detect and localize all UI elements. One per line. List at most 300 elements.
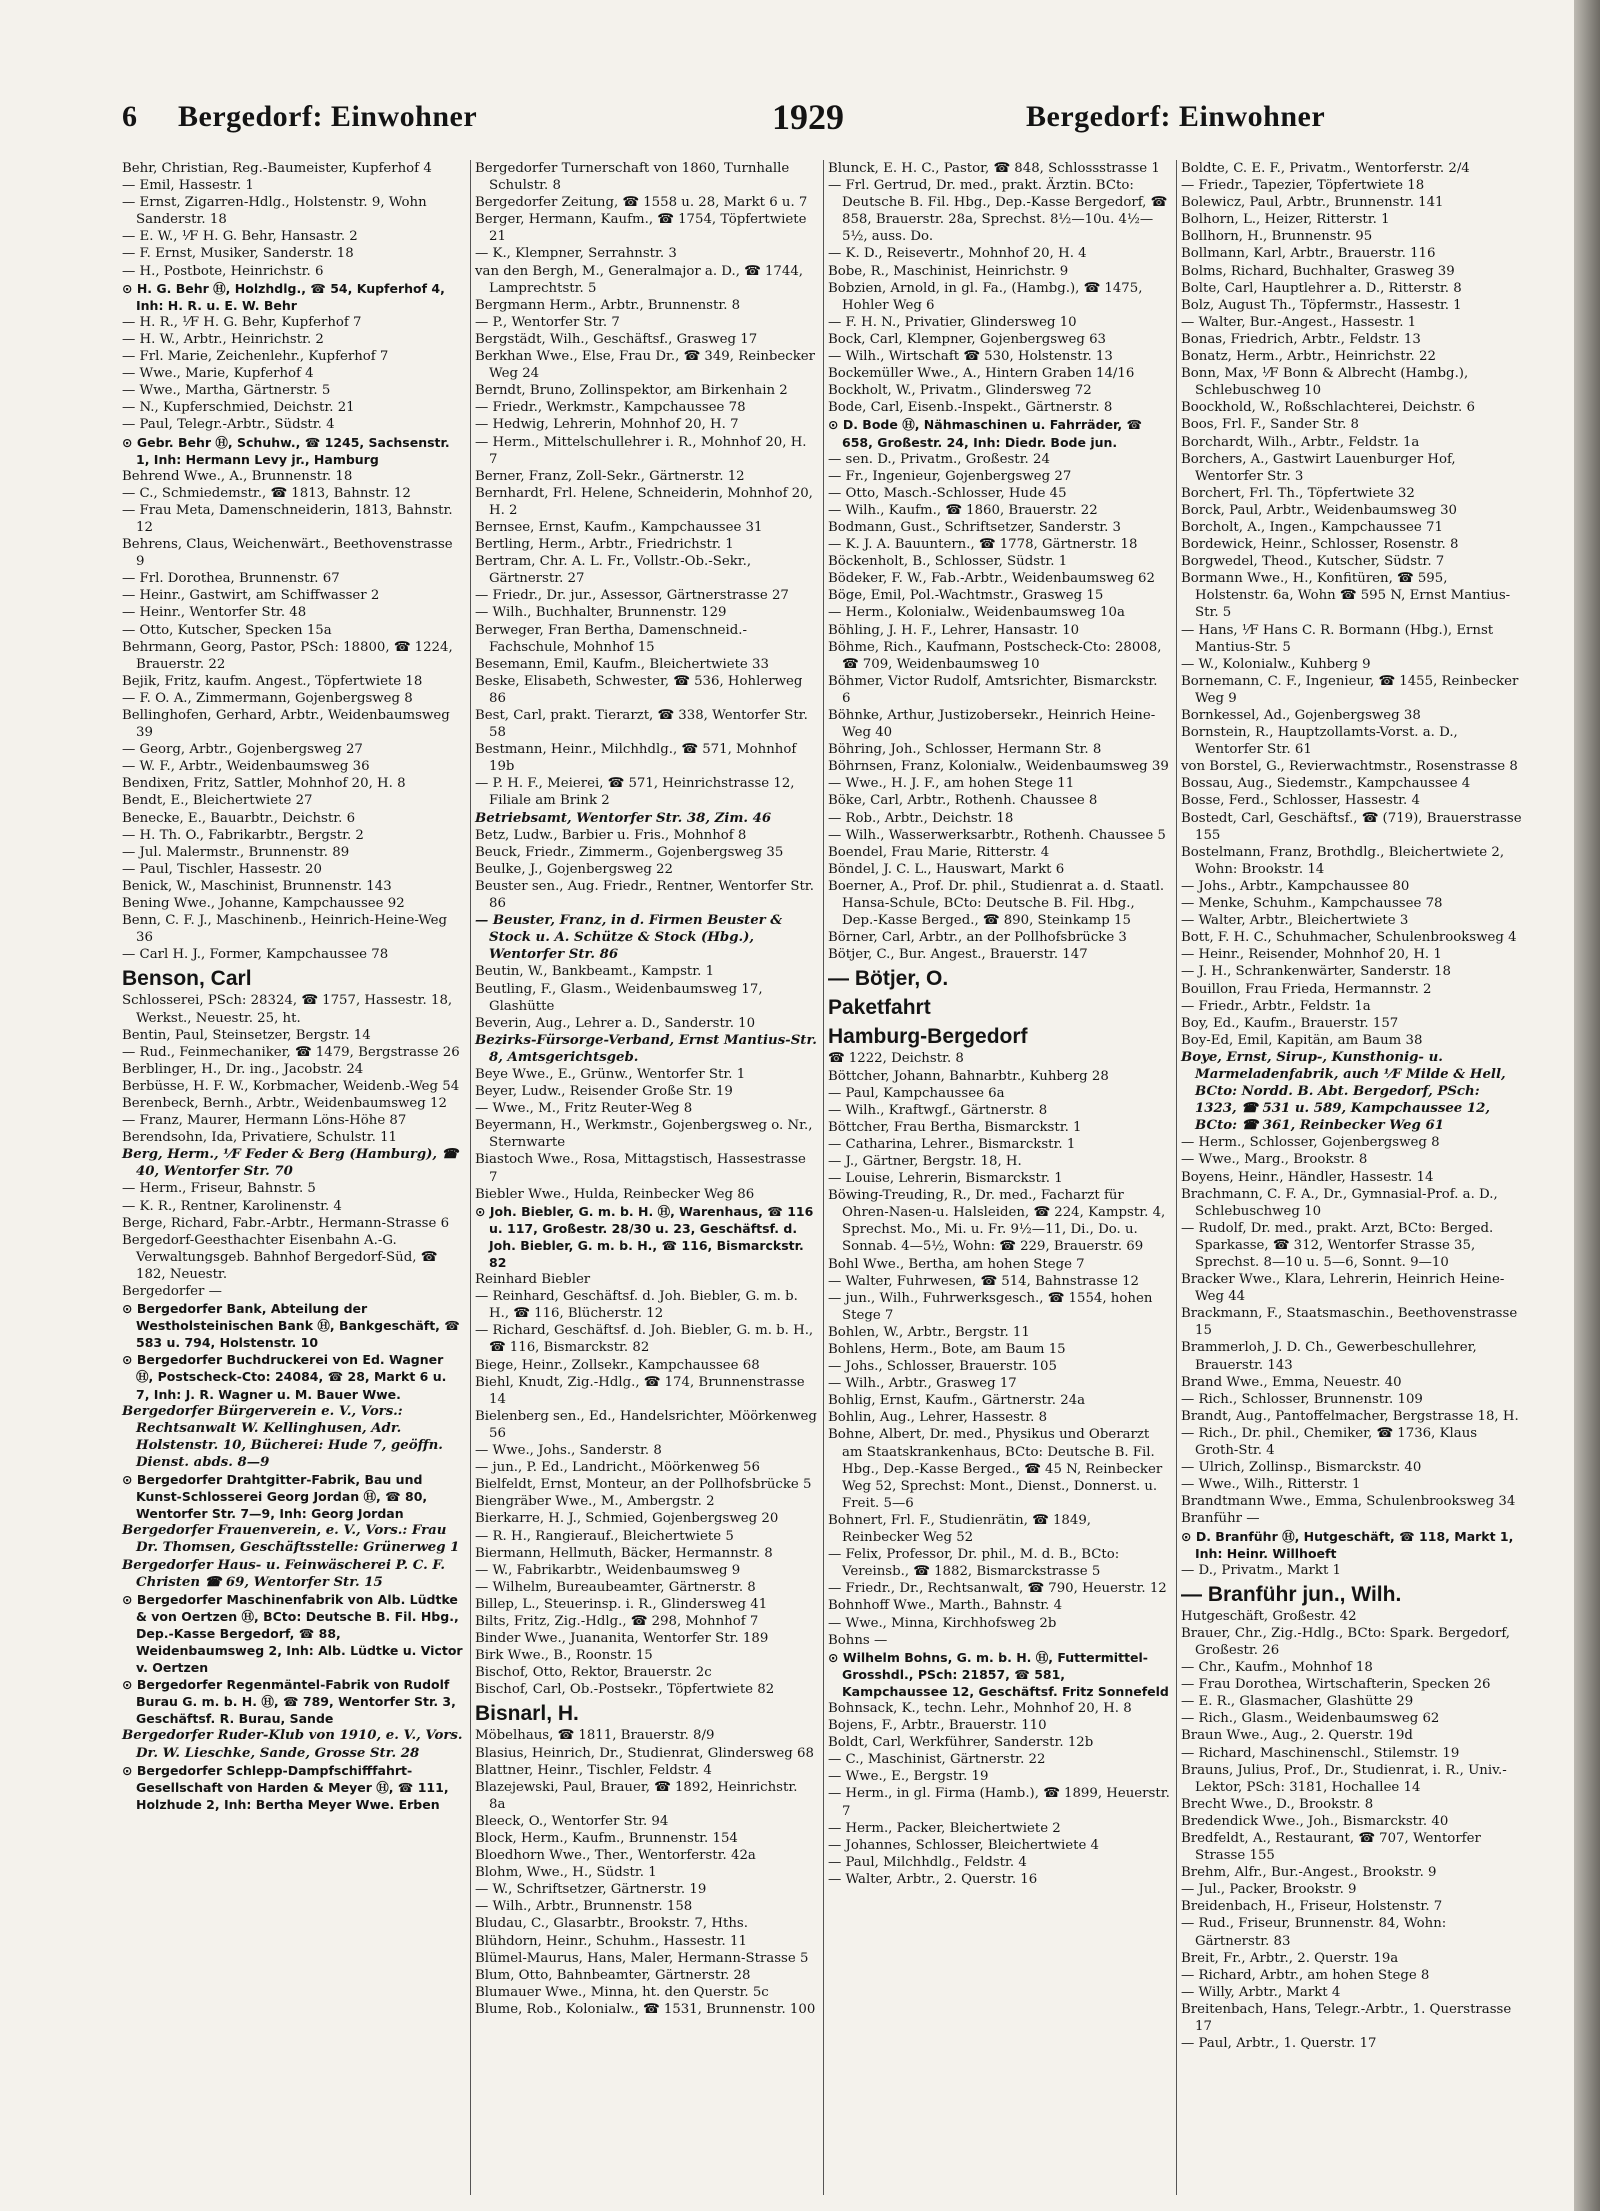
directory-entry: Biebler Wwe., Hulda, Reinbecker Weg 86 (475, 1186, 755, 1202)
directory-entry: — J., Gärtner, Bergstr. 18, H. (828, 1153, 1022, 1169)
directory-entry: Bock, Carl, Klempner, Gojenbergsweg 63 (828, 331, 1107, 347)
directory-entry: Bergstädt, Wilh., Geschäftsf., Grasweg 17 (475, 331, 758, 347)
directory-entry: Blum, Otto, Bahnbeamter, Gärtnerstr. 28 (475, 1967, 751, 1983)
directory-entry: Best, Carl, prakt. Tierarzt, ☎ 338, Wentorfer Str. 58 (475, 708, 808, 741)
scan-edge-shadow (1574, 0, 1600, 2211)
directory-entry: Behrens, Claus, Weichenwärt., Beethovenstrasse 9 (122, 537, 453, 570)
directory-entry: Branführ — (1181, 1511, 1260, 1527)
directory-entry: Benick, W., Maschinist, Brunnenstr. 143 (122, 878, 392, 894)
directory-entry: Bohlig, Ernst, Kaufm., Gärtnerstr. 24a (828, 1393, 1086, 1409)
directory-entry: Bellinghofen, Gerhard, Arbtr., Weidenbaumsweg 39 (122, 708, 450, 741)
directory-entry: Boos, Frl. F., Sander Str. 8 (1181, 417, 1360, 433)
directory-entry: Brackmann, F., Staatsmaschin., Beethovenstrasse 15 (1181, 1306, 1518, 1339)
directory-entry: Bolhorn, L., Heizer, Ritterstr. 1 (1181, 212, 1390, 228)
directory-entry: Boye, Ernst, Sirup-, Kunsthonig- u. Marmeladenfabrik, auch ⅟F Milde & Hell, BCto: Nordd. B. Abt. Bergedorf, PSch: 1323, ☎ 531 u. 589, Kampchaussee 12, BCto: ☎ 361, Reinbecker Weg 61 (1181, 1049, 1506, 1134)
directory-entry: Bloedhorn Wwe., Ther., Wentorferstr. 42a (475, 1848, 756, 1864)
directory-entry: — Frl. Dorothea, Brunnenstr. 67 (122, 571, 340, 587)
directory-entry: Börner, Carl, Arbtr., an der Pollhofsbrücke 3 (828, 930, 1127, 946)
directory-entry: Bosse, Ferd., Schlosser, Hassestr. 4 (1181, 793, 1420, 809)
directory-entry: Beuck, Friedr., Zimmerm., Gojenbergsweg 35 (475, 844, 784, 860)
directory-entry: Bossau, Aug., Siedemstr., Kampchaussee 4 (1181, 776, 1471, 792)
directory-entry: ⊙ Gebr. Behr Ⓗ, Schuhw., ☎ 1245, Sachsenstr. 1, Inh: Hermann Levy jr., Hamburg (122, 434, 450, 467)
directory-entry: — Paul, Kampchaussee 6a (828, 1085, 1005, 1101)
directory-entry: — Richard, Maschinenschl., Stilemstr. 19 (1181, 1745, 1460, 1761)
directory-entry: Bendixen, Fritz, Sattler, Mohnhof 20, H. 8 (122, 776, 406, 792)
directory-entry: — Louise, Lehrerin, Bismarckstr. 1 (828, 1171, 1063, 1187)
directory-entry: Reinhard Biebler (475, 1272, 591, 1288)
directory-entry: Behr, Christian, Reg.-Baumeister, Kupferhof 4 (122, 161, 432, 176)
directory-entry: Borcholt, A., Ingen., Kampchaussee 71 (1181, 519, 1443, 535)
directory-entry: Biengräber Wwe., M., Ambergstr. 2 (475, 1494, 715, 1510)
directory-entry: Bolz, August Th., Töpfermstr., Hassestr. 1 (1181, 297, 1462, 313)
directory-entry: Berkhan Wwe., Else, Frau Dr., ☎ 349, Reinbecker Weg 24 (475, 349, 816, 382)
directory-entry: Bergedorfer Zeitung, ☎ 1558 u. 28, Markt 6 u. 7 (475, 195, 808, 211)
directory-entry: — H. W., Arbtr., Heinrichstr. 2 (122, 331, 324, 347)
column-4 (1177, 160, 1530, 2195)
directory-entry: Boendel, Frau Marie, Ritterstr. 4 (828, 844, 1050, 860)
directory-entry: Bertram, Chr. A. L. Fr., Vollstr.-Ob.-Sekr., Gärtnerstr. 27 (475, 554, 752, 587)
directory-entry: Böttcher, Frau Bertha, Bismarckstr. 1 (828, 1119, 1082, 1135)
directory-entry: — Fr., Ingenieur, Gojenbergsweg 27 (828, 468, 1072, 484)
directory-entry: — P. H. F., Meierei, ☎ 571, Heinrichstrasse 12, Filiale am Brink 2 (475, 776, 795, 809)
directory-entry: — Herm., in gl. Firma (Hamb.), ☎ 1899, Heuerstr. 7 (828, 1786, 1170, 1819)
directory-entry: — Rudolf, Dr. med., prakt. Arzt, BCto: Berged. Sparkasse, ☎ 312, Wentorfer Strasse 35, Sprechst. 8—10 u. 5—6, Sonnt. 9—10 (1181, 1220, 1494, 1270)
directory-entry: Berendsohn, Ida, Privatiere, Schulstr. 11 (122, 1130, 398, 1146)
directory-entry: Bollhorn, H., Brunnenstr. 95 (1181, 229, 1373, 245)
column-3 (824, 160, 1177, 2195)
directory-entry: — jun., Wilh., Fuhrwerksgesch., ☎ 1554, hohen Stege 7 (828, 1290, 1153, 1323)
directory-entry: Beverin, Aug., Lehrer a. D., Sanderstr. 10 (475, 1015, 756, 1031)
directory-entry: — D., Privatm., Markt 1 (1181, 1562, 1342, 1578)
directory-entry: Bohlens, Herm., Bote, am Baum 15 (828, 1342, 1066, 1357)
directory-entry: — Branführ jun., Wilh. (1181, 1582, 1402, 1606)
directory-entry: ⊙ Bergedorfer Regenmäntel-Fabrik von Rudolf Burau G. m. b. H. Ⓗ, ☎ 789, Wentorfer Str. 3, Geschäftsf. R. Burau, Sande (122, 1677, 456, 1727)
directory-entry: Berenbeck, Bernh., Arbtr., Weidenbaumsweg 12 (122, 1095, 447, 1111)
directory-entry: Bödeker, F. W., Fab.-Arbtr., Weidenbaumsweg 62 (828, 571, 1155, 587)
directory-entry: — H., Postbote, Heinrichstr. 6 (122, 263, 324, 279)
directory-entry: — Otto, Kutscher, Specken 15a (122, 622, 332, 638)
directory-entry: Bohlen, W., Arbtr., Bergstr. 11 (828, 1324, 1030, 1340)
directory-entry: — Johs., Arbtr., Kampchaussee 80 (1181, 878, 1410, 894)
directory-entry: — Jul. Malermstr., Brunnenstr. 89 (122, 844, 350, 860)
directory-columns (118, 160, 1530, 2200)
directory-entry: Brachmann, C. F. A., Dr., Gymnasial-Prof. a. D., Schlebuschweg 10 (1181, 1186, 1498, 1219)
directory-entry: Betriebsamt, Wentorfer Str. 38, Zim. 46 (475, 810, 772, 826)
directory-entry: Borchers, A., Gastwirt Lauenburger Hof, Wentorfer Str. 3 (1181, 451, 1456, 484)
directory-entry: Borchert, Frl. Th., Töpfertwiete 32 (1181, 485, 1415, 501)
directory-entry: Bernhardt, Frl. Helene, Schneiderin, Mohnhof 20, H. 2 (475, 485, 813, 518)
directory-entry: Bolte, Carl, Hauptlehrer a. D., Ritterstr. 8 (1181, 280, 1462, 296)
directory-entry: — W., Fabrikarbtr., Weidenbaumsweg 9 (475, 1562, 741, 1578)
directory-entry: Bertling, Herm., Arbtr., Friedrichstr. 1 (475, 537, 734, 553)
directory-entry: Bestmann, Heinr., Milchhdlg., ☎ 571, Mohnhof 19b (475, 742, 797, 775)
directory-entry: — C., Schmiedemstr., ☎ 1813, Bahnstr. 12 (122, 485, 411, 501)
directory-entry: ⊙ H. G. Behr Ⓗ, Holzhdlg., ☎ 54, Kupferhof 4, Inh: H. R. u. E. W. Behr (122, 280, 445, 313)
directory-entry: Beyermann, H., Werkmstr., Gojenbergsweg o. Nr., Sternwarte (475, 1118, 813, 1151)
directory-entry: — Ulrich, Zollinsp., Bismarckstr. 40 (1181, 1460, 1422, 1476)
directory-entry: Bott, F. H. C., Schuhmacher, Schulenbrooksweg 4 (1181, 930, 1517, 946)
directory-entry: — Friedr., Werkmstr., Kampchaussee 78 (475, 400, 746, 416)
directory-entry: — Paul, Telegr.-Arbtr., Südstr. 4 (122, 417, 335, 433)
directory-entry: Brecht Wwe., D., Brookstr. 8 (1181, 1796, 1374, 1812)
directory-entry: Bredendick Wwe., Joh., Bismarckstr. 40 (1181, 1813, 1449, 1829)
directory-entry: — Wwe., E., Bergstr. 19 (828, 1769, 989, 1785)
directory-entry: Bötjer, C., Bur. Angest., Brauerstr. 147 (828, 947, 1088, 963)
directory-entry: Binder Wwe., Juananita, Wentorfer Str. 189 (475, 1631, 769, 1647)
directory-entry: Biastoch Wwe., Rosa, Mittagstisch, Hassestrasse 7 (475, 1152, 806, 1185)
directory-entry: — Menke, Schuhm., Kampchaussee 78 (1181, 896, 1443, 912)
directory-entry: Beutin, W., Bankbeamt., Kampstr. 1 (475, 964, 715, 980)
directory-entry: — Wilh., Kraftwgf., Gärtnerstr. 8 (828, 1102, 1048, 1118)
directory-entry: Benecke, E., Bauarbtr., Deichstr. 6 (122, 810, 356, 826)
directory-entry: — Otto, Masch.-Schlosser, Hude 45 (828, 485, 1067, 501)
directory-entry: ⊙ Bergedorfer Maschinenfabrik von Alb. Lüdtke & von Oertzen Ⓗ, BCto: Deutsche B. Fil. Hbg., Dep.-Kasse Bergedorf, ☎ 88, Weidenbaumsweg 2, Inh: Alb. Lüdtke u. Victor v. Oertzen (122, 1591, 463, 1676)
directory-entry: Böge, Emil, Pol.-Wachtmstr., Grasweg 15 (828, 588, 1104, 604)
directory-entry: Berg, Herm., ⅟F Feder & Berg (Hamburg), ☎ 40, Wentorfer Str. 70 (122, 1147, 459, 1180)
directory-entry: Bormann Wwe., H., Konfitüren, ☎ 595, Holstenstr. 6a, Wohn ☎ 595 N, Ernst Mantius-Str. 5 (1181, 571, 1511, 621)
directory-entry: — W., Schriftsetzer, Gärtnerstr. 19 (475, 1882, 707, 1898)
directory-entry: Bergedorfer Frauenverein, e. V., Vors.: Frau Dr. Thomsen, Geschäftsstelle: Grünerweg 1 (122, 1523, 460, 1556)
directory-entry: Bezirks-Fürsorge-Verband, Ernst Mantius-Str. 8, Amtsgerichtsgeb. (475, 1032, 817, 1065)
directory-entry: — Wwe., Minna, Kirchhofsweg 2b (828, 1615, 1057, 1631)
directory-entry: Boockhold, W., Roßschlachterei, Deichstr. 6 (1181, 400, 1475, 416)
directory-entry: Bernsee, Ernst, Kaufm., Kampchaussee 31 (475, 519, 763, 535)
directory-entry: — H. R., ⅟F H. G. Behr, Kupferhof 7 (122, 314, 362, 330)
directory-entry: Bergedorfer Haus- u. Feinwäscherei P. C. F. Christen ☎ 69, Wentorfer Str. 15 (122, 1557, 446, 1590)
directory-entry: Blumauer Wwe., Minna, ht. den Querstr. 5c (475, 1984, 769, 2000)
directory-entry: ⊙ D. Branführ Ⓗ, Hutgeschäft, ☎ 118, Markt 1, Inh: Heinr. Willhoeft (1181, 1528, 1514, 1561)
directory-entry: von Borstel, G., Revierwachtmstr., Rosenstrasse 8 (1181, 759, 1518, 775)
directory-entry: — Wilh., Kaufm., ☎ 1860, Brauerstr. 22 (828, 502, 1098, 518)
directory-entry: Berweger, Fran Bertha, Damenschneid.-Fachschule, Mohnhof 15 (475, 622, 747, 655)
directory-entry: Bergedorfer — (122, 1284, 222, 1299)
directory-entry: Borgwedel, Theod., Kutscher, Südstr. 7 (1181, 554, 1445, 570)
directory-entry: — Carl H. J., Former, Kampchaussee 78 (122, 947, 389, 963)
directory-entry: Böhmer, Victor Rudolf, Amtsrichter, Bismarckstr. 6 (828, 673, 1158, 706)
directory-entry: — jun., P. Ed., Landricht., Möörkenweg 56 (475, 1460, 760, 1476)
directory-entry: — sen. D., Privatm., Großestr. 24 (828, 451, 1050, 467)
directory-entry: Böke, Carl, Arbtr., Rothenh. Chaussee 8 (828, 793, 1098, 809)
directory-entry: — Ernst, Zigarren-Hdlg., Holstenstr. 9, Wohn Sanderstr. 18 (122, 195, 427, 228)
directory-entry: — Wwe., Johs., Sanderstr. 8 (475, 1443, 662, 1459)
directory-entry: Behrmann, Georg, Pastor, PSch: 18800, ☎ 1224, Brauerstr. 22 (122, 639, 453, 672)
directory-entry: — C., Maschinist, Gärtnerstr. 22 (828, 1752, 1046, 1768)
directory-entry: Bohnsack, K., techn. Lehr., Mohnhof 20, H. 8 (828, 1700, 1132, 1716)
directory-entry: — N., Kupferschmied, Deichstr. 21 (122, 400, 355, 416)
directory-entry: Borck, Paul, Arbtr., Weidenbaumsweg 30 (1181, 502, 1458, 518)
directory-entry: — Herm., Friseur, Bahnstr. 5 (122, 1181, 316, 1197)
directory-entry: — Johannes, Schlosser, Bleichertwiete 4 (828, 1837, 1099, 1853)
directory-entry: Berblinger, H., Dr. ing., Jacobstr. 24 (122, 1061, 364, 1077)
directory-entry: — Hedwig, Lehrerin, Mohnhof 20, H. 7 (475, 417, 739, 433)
directory-entry: — K. D., Reisevertr., Mohnhof 20, H. 4 (828, 246, 1087, 262)
directory-entry: — Heinr., Reisender, Mohnhof 20, H. 1 (1181, 947, 1442, 963)
directory-entry: Biermann, Hellmuth, Bäcker, Hermannstr. 8 (475, 1545, 773, 1561)
directory-entry: Borchardt, Wilh., Arbtr., Feldstr. 1a (1181, 434, 1420, 450)
directory-entry: Benn, C. F. J., Maschinenb., Heinrich-Heine-Weg 36 (122, 913, 448, 946)
directory-entry: Bendt, E., Bleichertwiete 27 (122, 793, 313, 809)
directory-entry: Brauns, Julius, Prof., Dr., Studienrat, i. R., Univ.-Lektor, PSch: 3181, Hochallee 14 (1181, 1762, 1507, 1795)
directory-entry: Bejik, Fritz, kaufm. Angest., Töpfertwiete 18 (122, 673, 423, 689)
directory-entry: Biehl, Knudt, Zig.-Hdlg., ☎ 174, Brunnenstrasse 14 (475, 1374, 805, 1407)
directory-entry: ⊙ Bergedorfer Buchdruckerei von Ed. Wagner Ⓗ, Postscheck-Cto: 24084, ☎ 28, Markt 6 u. 7, Inh: J. R. Wagner u. M. Bauer Wwe. (122, 1352, 447, 1402)
running-title-left: Bergedorf: Einwohner (178, 100, 478, 133)
directory-entry: Bolewicz, Paul, Arbtr., Brunnenstr. 141 (1181, 195, 1444, 211)
directory-entry: Böhnke, Arthur, Justizobersekr., Heinrich Heine-Weg 40 (828, 708, 1156, 741)
directory-entry: — Rob., Arbtr., Deichstr. 18 (828, 810, 1014, 826)
directory-entry: Bonn, Max, ⅟F Bonn & Albrecht (Hambg.), Schlebuschweg 10 (1181, 366, 1469, 399)
directory-entry: — Felix, Professor, Dr. phil., M. d. B., BCto: Vereinsb., ☎ 1882, Bismarckstrasse 5 (828, 1547, 1120, 1580)
directory-entry: Bostelmann, Franz, Brothdlg., Bleichertwiete 2, Wohn: Brookstr. 14 (1181, 844, 1505, 877)
directory-entry: Bockemüller Wwe., A., Hintern Graben 14/16 (828, 366, 1135, 382)
directory-entry: Bojens, F., Arbtr., Brauerstr. 110 (828, 1718, 1047, 1734)
directory-entry: Berge, Richard, Fabr.-Arbtr., Hermann-Strasse 6 (122, 1215, 450, 1231)
directory-entry: — Beuster, Franz, in d. Firmen Beuster & Stock u. A. Schütze & Stock (Hbg.), Wentorfer Str. 86 (475, 913, 783, 963)
directory-entry: Bostedt, Carl, Geschäftsf., ☎ (719), Brauerstrasse 155 (1181, 810, 1522, 843)
directory-entry: — Friedr., Arbtr., Feldstr. 1a (1181, 998, 1371, 1014)
directory-entry: Böhling, J. H. F., Lehrer, Hansastr. 10 (828, 622, 1080, 638)
directory-entry: Bordewick, Heinr., Schlosser, Rosenstr. 8 (1181, 537, 1459, 553)
directory-entry: Bornstein, R., Hauptzollamts-Vorst. a. D., Wentorfer Str. 61 (1181, 725, 1458, 758)
directory-entry: — Rich., Dr. phil., Chemiker, ☎ 1736, Klaus Groth-Str. 4 (1181, 1425, 1478, 1459)
directory-entry: Böwing-Treuding, R., Dr. med., Facharzt für Ohren-Nasen-u. Halsleiden, ☎ 224, Kampstr. 4, Sprechst. Mo., Mi. u. Fr. 9½—11, Di., Do. u. Sonnab. 4—5½, Wohn: ☎ 229, Brauerstr. 69 (828, 1188, 1166, 1255)
directory-entry: Bleeck, O., Wentorfer Str. 94 (475, 1813, 669, 1829)
directory-entry: — Bötjer, O. (828, 967, 949, 991)
directory-entry: Bielfeldt, Ernst, Monteur, an der Pollhofsbrücke 5 (475, 1477, 812, 1493)
directory-entry: Blazejewski, Paul, Brauer, ☎ 1892, Heinrichstr. 8a (475, 1779, 798, 1812)
directory-entry: — Walter, Fuhrwesen, ☎ 514, Bahnstrasse 12 (828, 1273, 1140, 1289)
directory-entry: — K. J. A. Bauuntern., ☎ 1778, Gärtnerstr. 18 (828, 537, 1138, 553)
directory-entry: — F. Ernst, Musiker, Sanderstr. 18 (122, 246, 354, 262)
directory-entry: Böhme, Rich., Kaufmann, Postscheck-Cto: 28008, ☎ 709, Weidenbaumsweg 10 (828, 639, 1162, 672)
directory-entry: Bilts, Fritz, Zig.-Hdlg., ☎ 298, Mohnhof 7 (475, 1613, 759, 1629)
directory-entry: Blühdorn, Heinr., Schuhm., Hassestr. 11 (475, 1933, 747, 1949)
directory-entry: Bobe, R., Maschinist, Heinrichstr. 9 (828, 263, 1069, 279)
directory-entry: — Johs., Schlosser, Brauerstr. 105 (828, 1359, 1057, 1375)
directory-entry: Beske, Elisabeth, Schwester, ☎ 536, Hohlerweg 86 (475, 673, 803, 706)
directory-entry: — Frl. Marie, Zeichenlehr., Kupferhof 7 (122, 349, 389, 365)
directory-entry: — Rud., Friseur, Brunnenstr. 84, Wohn: Gärtnerstr. 83 (1181, 1916, 1447, 1949)
directory-entry: — Chr., Kaufm., Mohnhof 18 (1181, 1660, 1373, 1676)
directory-entry: Betz, Ludw., Barbier u. Fris., Mohnhof 8 (475, 827, 747, 843)
directory-entry: Boldte, C. E. F., Privatm., Wentorferstr. 2/4 (1181, 161, 1470, 176)
directory-entry: Boerner, A., Prof. Dr. phil., Studienrat a. d. Staatl. Hansa-Schule, BCto: Deutsche B. Fil. Hbg., Dep.-Kasse Berged., ☎ 890, Steinkamp 15 (828, 878, 1165, 929)
directory-entry: Bobzien, Arnold, in gl. Fa., (Hambg.), ☎ 1475, Hohler Weg 6 (828, 280, 1143, 313)
directory-entry: — Herm., Mittelschullehrer i. R., Mohnhof 20, H. 7 (475, 434, 807, 467)
directory-entry: — J. H., Schrankenwärter, Sanderstr. 18 (1181, 964, 1452, 980)
directory-entry: Berbüsse, H. F. W., Korbmacher, Weidenb.-Weg 54 (122, 1078, 460, 1094)
directory-entry: Beulke, J., Gojenbergsweg 22 (475, 861, 673, 877)
directory-entry: Brehm, Alfr., Bur.-Angest., Brookstr. 9 (1181, 1865, 1437, 1881)
directory-entry: ⊙ Joh. Biebler, G. m. b. H. Ⓗ, Warenhaus, ☎ 116 u. 117, Großestr. 28/30 u. 23, Geschäftsf. d. Joh. Biebler, G. m. b. H., ☎ 116, Bismarckstr. 82 (475, 1203, 814, 1270)
directory-entry: Beyer, Ludw., Reisender Große Str. 19 (475, 1084, 733, 1100)
directory-entry: — Wwe., Marie, Kupferhof 4 (122, 366, 314, 382)
directory-entry: Bentin, Paul, Steinsetzer, Bergstr. 14 (122, 1027, 371, 1043)
directory-entry: Böttcher, Johann, Bahnarbtr., Kuhberg 28 (828, 1068, 1109, 1084)
directory-entry: — Wwe., Martha, Gärtnerstr. 5 (122, 383, 331, 399)
directory-entry: — Wwe., M., Fritz Reuter-Weg 8 (475, 1101, 693, 1117)
directory-entry: Besemann, Emil, Kaufm., Bleichertwiete 33 (475, 656, 769, 672)
directory-entry: Benson, Carl (122, 967, 252, 991)
directory-entry: Brandt, Aug., Pantoffelmacher, Bergstrasse 18, H. (1181, 1408, 1519, 1424)
directory-entry: — Wilhelm, Bureaubeamter, Gärtnerstr. 8 (475, 1579, 756, 1595)
directory-entry: — F. O. A., Zimmermann, Gojenbergsweg 8 (122, 690, 413, 706)
directory-entry: Brand Wwe., Emma, Neuestr. 40 (1181, 1374, 1402, 1390)
directory-entry: — Richard, Arbtr., am hohen Stege 8 (1181, 1967, 1430, 1983)
directory-entry: Bischof, Otto, Rektor, Brauerstr. 2c (475, 1665, 712, 1681)
directory-entry: — Wilh., Arbtr., Grasweg 17 (828, 1376, 1017, 1392)
directory-entry: — Rich., Glasm., Weidenbaumsweg 62 (1181, 1711, 1440, 1727)
directory-entry: — Franz, Maurer, Hermann Löns-Höhe 87 (122, 1113, 407, 1129)
directory-entry: — Friedr., Tapezier, Töpfertwiete 18 (1181, 178, 1425, 194)
directory-entry: Breidenbach, H., Friseur, Holstenstr. 7 (1181, 1899, 1443, 1915)
directory-entry: Paketfahrt (828, 996, 931, 1020)
directory-entry: Behrend Wwe., A., Brunnenstr. 18 (122, 468, 353, 484)
directory-entry: Hamburg-Bergedorf (828, 1025, 1028, 1049)
directory-entry: Bohnhoff Wwe., Marth., Bahnstr. 4 (828, 1598, 1063, 1614)
directory-entry: Boy, Ed., Kaufm., Brauerstr. 157 (1181, 1015, 1399, 1031)
directory-entry: Böhrnsen, Franz, Kolonialw., Weidenbaumsweg 39 (828, 759, 1169, 775)
directory-entry: Brauer, Chr., Zig.-Hdlg., BCto: Spark. Bergedorf, Großestr. 26 (1181, 1625, 1511, 1658)
directory-entry: Bonatz, Herm., Arbtr., Heinrichstr. 22 (1181, 349, 1436, 365)
directory-entry: Boy-Ed, Emil, Kapitän, am Baum 38 (1181, 1032, 1423, 1048)
directory-entry: Bohlin, Aug., Lehrer, Hassestr. 8 (828, 1410, 1048, 1426)
directory-entry: — Walter, Bur.-Angest., Hassestr. 1 (1181, 314, 1417, 330)
directory-entry: Bludau, C., Glasarbtr., Brookstr. 7, Hths. (475, 1916, 748, 1932)
directory-entry: Boldt, Carl, Werkführer, Sanderstr. 12b (828, 1735, 1094, 1751)
directory-entry: Boyens, Heinr., Händler, Hassestr. 14 (1181, 1169, 1434, 1185)
directory-entry: Bergmann Herm., Arbtr., Brunnenstr. 8 (475, 297, 741, 313)
directory-entry: — K. R., Rentner, Karolinenstr. 4 (122, 1198, 342, 1214)
directory-entry: — Friedr., Dr., Rechtsanwalt, ☎ 790, Heuerstr. 12 (828, 1581, 1167, 1597)
directory-entry: Bode, Carl, Eisenb.-Inspekt., Gärtnerstr. 8 (828, 400, 1113, 416)
directory-entry: Bodmann, Gust., Schriftsetzer, Sanderstr. 3 (828, 519, 1122, 535)
directory-entry: Bolms, Richard, Buchhalter, Grasweg 39 (1181, 263, 1455, 279)
directory-entry: Hutgeschäft, Großestr. 42 (1181, 1608, 1357, 1624)
directory-entry: — Willy, Arbtr., Markt 4 (1181, 1984, 1341, 2000)
directory-entry: Blasius, Heinrich, Dr., Studienrat, Glindersweg 68 (475, 1745, 814, 1761)
directory-entry: ⊙ D. Bode Ⓗ, Nähmaschinen u. Fahrräder, ☎ 658, Großestr. 24, Inh: Diedr. Bode jun. (828, 417, 1143, 450)
directory-entry: Böndel, J. C. L., Hauswart, Markt 6 (828, 861, 1065, 877)
directory-entry: ⊙ Wilhelm Bohns, G. m. b. H. Ⓗ, Futtermittel-Grosshdl., PSch: 21857, ☎ 581, Kampchaussee 12, Geschäftsf. Fritz Sonnefeld (828, 1649, 1169, 1699)
directory-entry: — Hans, ⅟F Hans C. R. Bormann (Hbg.), Ernst Mantius-Str. 5 (1181, 622, 1494, 655)
directory-entry: — Heinr., Wentorfer Str. 48 (122, 605, 307, 621)
directory-entry: Blattner, Heinr., Tischler, Feldstr. 4 (475, 1762, 712, 1778)
directory-entry: Birk Wwe., B., Roonstr. 15 (475, 1648, 653, 1664)
directory-entry: Schlosserei, PSch: 28324, ☎ 1757, Hassestr. 18, Werkst., Neuestr. 25, ht. (122, 993, 453, 1026)
directory-entry: — E. W., ⅟F H. G. Behr, Hansastr. 2 (122, 229, 358, 245)
directory-entry: — Rich., Schlosser, Brunnenstr. 109 (1181, 1391, 1423, 1407)
directory-entry: Bouillon, Frau Frieda, Hermannstr. 2 (1181, 981, 1432, 997)
directory-entry: — K., Klempner, Serrahnstr. 3 (475, 246, 677, 262)
directory-entry: Breit, Fr., Arbtr., 2. Querstr. 19a (1181, 1950, 1399, 1966)
directory-entry: Berger, Hermann, Kaufm., ☎ 1754, Töpfertwiete 21 (475, 212, 807, 245)
directory-entry: Bischof, Carl, Ob.-Postsekr., Töpfertwiete 82 (475, 1682, 775, 1698)
directory-entry: Bollmann, Karl, Arbtr., Brauerstr. 116 (1181, 246, 1436, 262)
directory-entry: — Paul, Tischler, Hassestr. 20 (122, 861, 322, 877)
directory-entry: Blümel-Maurus, Hans, Maler, Hermann-Strasse 5 (475, 1950, 809, 1966)
running-title-right: Bergedorf: Einwohner (1026, 100, 1326, 133)
directory-entry: Beuster sen., Aug. Friedr., Rentner, Wentorfer Str. 86 (475, 878, 814, 912)
directory-entry: — Wwe., H. J. F., am hohen Stege 11 (828, 776, 1075, 792)
directory-entry: Bohl Wwe., Bertha, am hohen Stege 7 (828, 1256, 1085, 1272)
directory-entry: — Catharina, Lehrer., Bismarckstr. 1 (828, 1136, 1076, 1152)
directory-entry: — Frl. Gertrud, Dr. med., prakt. Ärztin. BCto: Deutsche B. Fil. Hbg., Dep.-Kasse Bergedorf, ☎ 858, Brauerstr. 28a, Sprechst. 8½—10u. 4½—5½, auss. Do. (828, 178, 1168, 245)
directory-entry: Bergedorfer Ruder-Klub von 1910, e. V., Vors. Dr. W. Lieschke, Sande, Grosse Str. 28 (122, 1728, 463, 1761)
directory-entry: Möbelhaus, ☎ 1811, Brauerstr. 8/9 (475, 1728, 715, 1744)
directory-entry: — Wilh., Arbtr., Brunnenstr. 158 (475, 1899, 693, 1915)
directory-entry: ☎ 1222, Deichstr. 8 (828, 1051, 964, 1067)
directory-entry: Blohm, Wwe., H., Südstr. 1 (475, 1865, 657, 1881)
directory-entry: — Rud., Feinmechaniker, ☎ 1479, Bergstrasse 26 (122, 1044, 460, 1060)
directory-entry: Bergedorf-Geesthachter Eisenbahn A.-G. Verwaltungsgeb. Bahnhof Bergedorf-Süd, ☎ 182, Neuestr. (122, 1232, 438, 1282)
directory-entry: — F. H. N., Privatier, Glindersweg 10 (828, 314, 1077, 330)
directory-entry: Böhring, Joh., Schlosser, Hermann Str. 8 (828, 742, 1102, 758)
directory-entry: Bornemann, C. F., Ingenieur, ☎ 1455, Reinbecker Weg 9 (1181, 673, 1519, 706)
directory-entry: — Wilh., Wirtschaft ☎ 530, Holstenstr. 13 (828, 349, 1113, 365)
directory-entry: Bergedorfer Turnerschaft von 1860, Turnhalle Schulstr. 8 (475, 161, 790, 194)
directory-entry: — W. F., Arbtr., Weidenbaumsweg 36 (122, 759, 370, 775)
directory-entry: — Reinhard, Geschäftsf. d. Joh. Biebler, G. m. b. H., ☎ 116, Blücherstr. 12 (475, 1289, 798, 1322)
directory-entry: Bornkessel, Ad., Gojenbergsweg 38 (1181, 708, 1421, 723)
directory-entry: Bohnert, Frl. F., Studienrätin, ☎ 1849, Reinbecker Weg 52 (828, 1512, 1092, 1546)
directory-entry: Berndt, Bruno, Zollinspektor, am Birkenhain 2 (475, 383, 788, 399)
directory-entry: — Herm., Packer, Bleichertwiete 2 (828, 1820, 1061, 1836)
column-1 (118, 160, 471, 2195)
page-header (110, 92, 1530, 142)
directory-entry: ⊙ Bergedorfer Drahtgitter-Fabrik, Bau und Kunst-Schlosserei Georg Jordan Ⓗ, ☎ 80, Wentorfer Str. 7—9, Inh: Georg Jordan (122, 1472, 428, 1522)
directory-entry: ⊙ Bergedorfer Bank, Abteilung der Westholsteinischen Bank Ⓗ, Bankgeschäft, ☎ 583 u. 794, Holstenstr. 10 (122, 1301, 460, 1351)
directory-entry: Berner, Franz, Zoll-Sekr., Gärtnerstr. 12 (475, 468, 745, 484)
directory-entry: — Paul, Milchhdlg., Feldstr. 4 (828, 1854, 1027, 1870)
directory-entry: Bonas, Friedrich, Arbtr., Feldstr. 13 (1181, 331, 1421, 347)
directory-entry: — Walter, Arbtr., Bleichertwiete 3 (1181, 913, 1409, 929)
directory-entry: Bracker Wwe., Klara, Lehrerin, Heinrich Heine-Weg 44 (1181, 1272, 1505, 1305)
directory-entry: — Paul, Arbtr., 1. Querstr. 17 (1181, 2036, 1377, 2052)
directory-entry: Bohne, Albert, Dr. med., Physikus und Oberarzt am Staatskrankenhaus, BCto: Deutsche B. Fil. Hbg., Dep.-Kasse Berged., ☎ 45 N, Reinbecker Weg 52, Sprechst: Mont., Dienst., Donnerst. u. Freit. 5—6 (828, 1427, 1163, 1511)
directory-entry: — Friedr., Dr. jur., Assessor, Gärtnerstrasse 27 (475, 588, 789, 604)
directory-entry: — H. Th. O., Fabrikarbtr., Bergstr. 2 (122, 827, 364, 843)
directory-entry: Blunck, E. H. C., Pastor, ☎ 848, Schlossstrasse 1 (828, 161, 1160, 176)
directory-entry: — Wwe., Wilh., Ritterstr. 1 (1181, 1477, 1361, 1493)
directory-entry: Blume, Rob., Kolonialw., ☎ 1531, Brunnenstr. 100 (475, 2001, 816, 2017)
directory-entry: Bierkarre, H. J., Schmied, Gojenbergsweg 20 (475, 1511, 779, 1527)
directory-entry: — Richard, Geschäftsf. d. Joh. Biebler, G. m. b. H., ☎ 116, Bismarckstr. 82 (475, 1323, 814, 1356)
directory-entry: — Herm., Kolonialw., Weidenbaumsweg 10a (828, 605, 1125, 621)
page-number: 6 (122, 100, 137, 133)
directory-entry: — Wilh., Buchhalter, Brunnenstr. 129 (475, 605, 727, 621)
directory-entry: — Wilh., Wasserwerksarbtr., Rothenh. Chaussee 5 (828, 827, 1166, 843)
directory-entry: — Frau Dorothea, Wirtschafterin, Specken 26 (1181, 1677, 1491, 1693)
directory-entry: Beye Wwe., E., Grünw., Wentorfer Str. 1 (475, 1066, 746, 1082)
directory-entry: — E. R., Glasmacher, Glashütte 29 (1181, 1694, 1414, 1710)
directory-entry: Brandtmann Wwe., Emma, Schulenbrooksweg 34 (1181, 1494, 1516, 1510)
directory-entry: — Walter, Arbtr., 2. Querstr. 16 (828, 1871, 1038, 1887)
directory-entry: — Herm., Schlosser, Gojenbergsweg 8 (1181, 1135, 1440, 1151)
directory-entry: — Jul., Packer, Brookstr. 9 (1181, 1882, 1357, 1898)
directory-entry: — Georg, Arbtr., Gojenbergsweg 27 (122, 742, 363, 758)
directory-entry: Breitenbach, Hans, Telegr.-Arbtr., 1. Querstrasse 17 (1181, 2001, 1512, 2035)
directory-entry: Bockholt, W., Privatm., Glindersweg 72 (828, 383, 1092, 399)
directory-entry: — Heinr., Gastwirt, am Schiffwasser 2 (122, 588, 380, 604)
directory-entry: ⊙ Bergedorfer Schlepp-Dampfschifffahrt-Gesellschaft von Harden & Meyer Ⓗ, ☎ 111, Holzhude 2, Inh: Bertha Meyer Wwe. Erben (122, 1762, 449, 1812)
directory-entry: Bisnarl, H. (475, 1702, 579, 1726)
directory-entry: van den Bergh, M., Generalmajor a. D., ☎ 1744, Lamprechtstr. 5 (475, 263, 804, 296)
directory-entry: — W., Kolonialw., Kuhberg 9 (1181, 656, 1371, 672)
directory-entry: Bielenberg sen., Ed., Handelsrichter, Möörkenweg 56 (475, 1408, 817, 1441)
directory-entry: Bohns — (828, 1632, 888, 1648)
directory-entry: Biege, Heinr., Zollsekr., Kampchaussee 68 (475, 1357, 760, 1373)
